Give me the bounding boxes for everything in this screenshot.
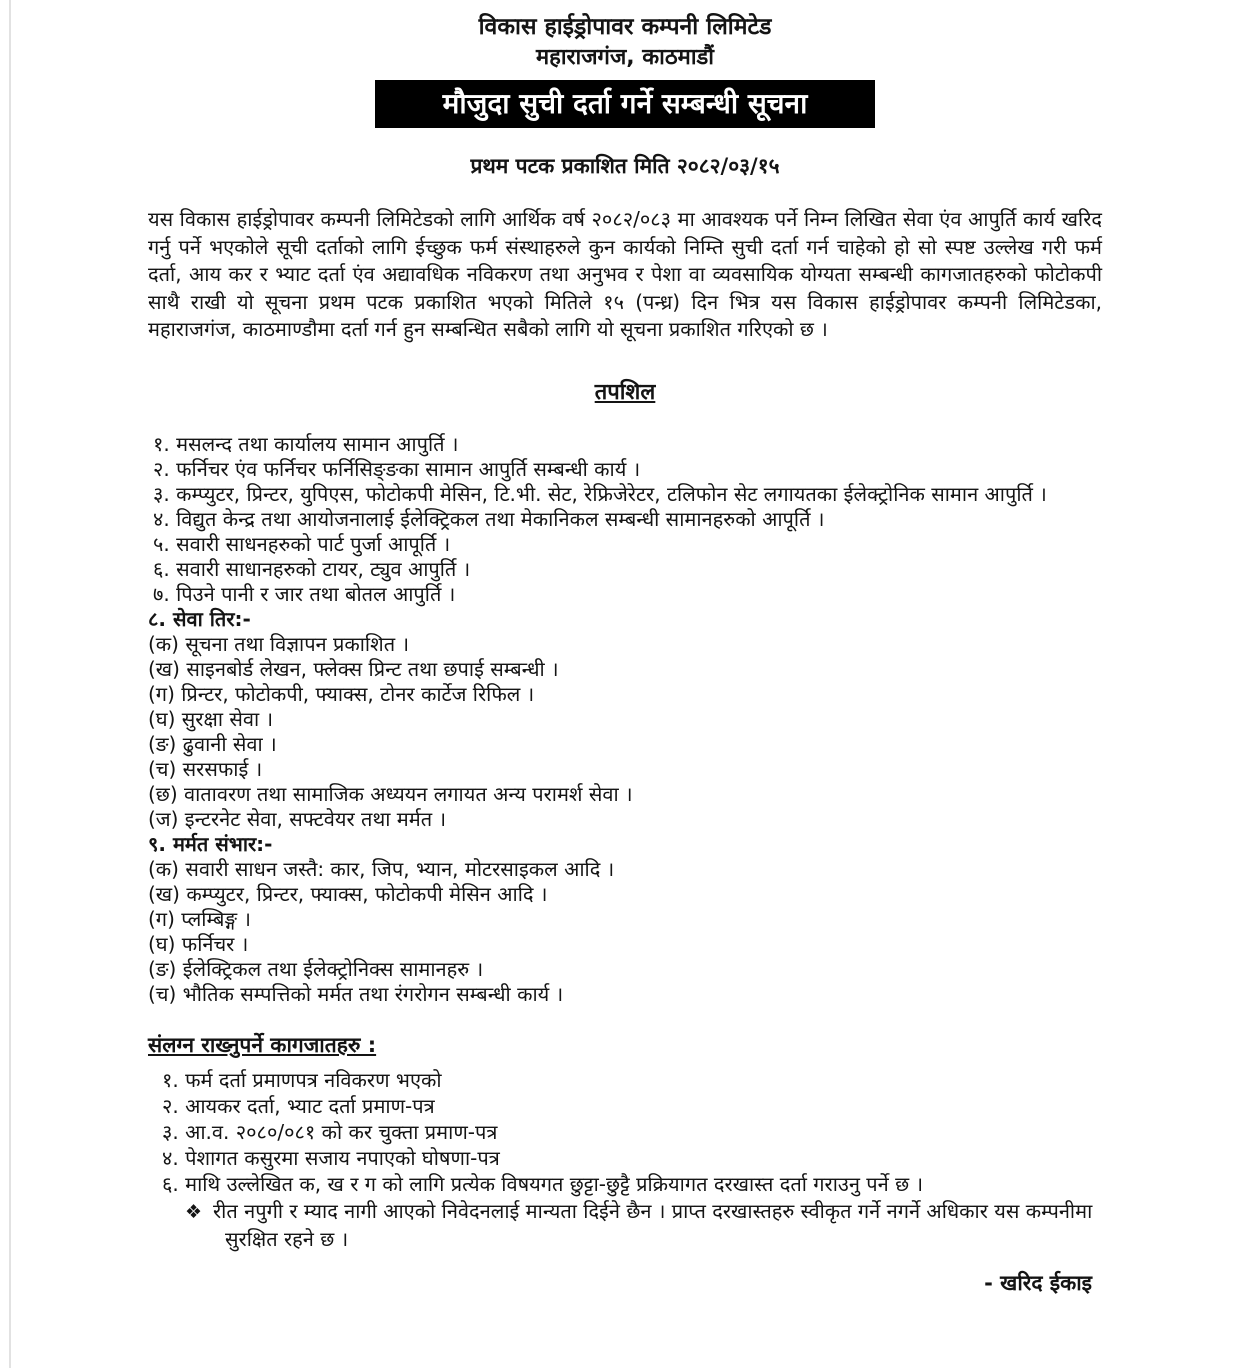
detail-list-item: ५. सवारी साधनहरुको पार्ट पुर्जा आपूर्ति । xyxy=(153,531,451,556)
detail-list-item: (छ) वातावरण तथा सामाजिक अध्ययन लगायत अन्य परामर्श सेवा । xyxy=(148,781,633,806)
company-name: विकास हाईड्रोपावर कम्पनी लिमिटेड xyxy=(478,14,772,40)
detail-list-item: (क) सवारी साधन जस्तै: कार, जिप, भ्यान, मोटरसाइकल आदि । xyxy=(148,856,615,881)
detail-list-item: (ङ) ईलेक्ट्रिकल तथा ईलेक्ट्रोनिक्स सामानहरु । xyxy=(148,956,484,981)
detail-list-item: (ङ) ढुवानी सेवा । xyxy=(148,731,277,756)
signature-purchase-unit: - खरिद ईकाइ xyxy=(984,1270,1092,1295)
detail-list-item: (च) भौतिक सम्पत्तिको मर्मत तथा रंगरोगन सम्बन्धी कार्य । xyxy=(148,981,564,1006)
company-address: महाराजगंज, काठमाडौं xyxy=(536,45,714,70)
attachment-list-item: ६. माथि उल्लेखित क, ख र ग को लागि प्रत्येक विषयगत छुट्टा-छुट्टै प्रक्रियागत दरखास्त दर्ता गराउनु पर्ने छ । xyxy=(162,1171,924,1196)
detail-list-item: ३. कम्प्युटर, प्रिन्टर, युपिएस, फोटोकपी मेसिन, टि.भी. सेट, रेफ्रिजेरेटर, टलिफोन सेट लगायतका ईलेक्ट्रोनिक सामान आपुर्ति । xyxy=(153,481,1047,506)
attachment-list-item: ४. पेशागत कसुरमा सजाय नपाएको घोषणा-पत्र xyxy=(162,1145,500,1170)
detail-list-item: (च) सरसफाई । xyxy=(148,756,263,781)
detail-list-item: ४. विद्युत केन्द्र तथा आयोजनालाई ईलेक्ट्रिकल तथा मेकानिकल सम्बन्धी सामानहरुको आपूर्ति । xyxy=(153,506,825,531)
published-date-line: प्रथम पटक प्रकाशित मिति २०८२/०३/१५ xyxy=(470,154,780,178)
detail-list-item: (ज) इन्टरनेट सेवा, सफ्टवेयर तथा मर्मत । xyxy=(148,806,447,831)
detail-list-item: २. फर्निचर एंव फर्निचर फर्निसिङ्ङका सामान आपुर्ति सम्बन्धी कार्य । xyxy=(153,456,641,481)
detail-list-item: (ग) प्लम्बिङ्ग । xyxy=(148,906,252,931)
detail-list-item: (क) सूचना तथा विज्ञापन प्रकाशित । xyxy=(148,631,410,656)
detail-list-item: १. मसलन्द तथा कार्यालय सामान आपुर्ति । xyxy=(153,431,459,456)
detail-list-item: ८. सेवा तिर:- xyxy=(148,606,251,631)
attachment-list-item: २. आयकर दर्ता, भ्याट दर्ता प्रमाण-पत्र xyxy=(162,1093,435,1118)
note-text: रीत नपुगी र म्याद नागी आएको निवेदनलाई मान्यता दिईने छैन । प्राप्त दरखास्तहरु स्वीकृत गर्ने नगर्ने अधिकार यस कम्पनीमा सुरक्षित रहने छ । xyxy=(213,1198,1093,1251)
detail-list-item: (घ) फर्निचर । xyxy=(148,931,249,956)
scan-page-edge-line xyxy=(9,0,11,1368)
notice-document xyxy=(148,12,1102,1297)
notice-title-banner: मौजुदा सुची दर्ता गर्ने सम्बन्धी सूचना xyxy=(375,80,875,128)
detail-list-item: (ख) कम्प्युटर, प्रिन्टर, फ्याक्स, फोटोकपी मेसिन आदि । xyxy=(148,881,548,906)
detail-list-item: ६. सवारी साधानहरुको टायर, ट्युव आपुर्ति । xyxy=(153,556,471,581)
attachment-list-item: ३. आ.व. २०८०/०८१ को कर चुक्ता प्रमाण-पत्र xyxy=(162,1119,498,1144)
detail-list-item: (ग) प्रिन्टर, फोटोकपी, फ्याक्स, टोनर कार्टेज रिफिल । xyxy=(148,681,535,706)
detail-list-item: (ख) साइनबोर्ड लेखन, फ्लेक्स प्रिन्ट तथा छपाई सम्बन्धी । xyxy=(148,656,559,681)
attachments-heading: संलग्न राख्नुपर्ने कागजातहरु : xyxy=(148,1032,377,1057)
diamond-bullet-icon: ❖ xyxy=(185,1200,203,1223)
detail-list-item: (घ) सुरक्षा सेवा । xyxy=(148,706,274,731)
attachment-list-item: १. फर्म दर्ता प्रमाणपत्र नविकरण भएको xyxy=(162,1067,442,1092)
detail-list-item: ९. मर्मत संभार:- xyxy=(148,831,273,856)
detail-list-item: ७. पिउने पानी र जार तथा बोतल आपुर्ति । xyxy=(153,581,456,606)
detail-section-heading: तपशिल xyxy=(594,379,656,405)
detail-list xyxy=(148,432,1102,1007)
attachment-list xyxy=(148,1067,1102,1197)
intro-paragraph: यस विकास हाईड्रोपावर कम्पनी लिमिटेडको लागि आर्थिक वर्ष २०८२/०८३ मा आवश्यक पर्ने निम्न लिखित सेवा एंव आपुर्ति कार्य खरिद गर्नु पर्ने भएकोले सूची दर्ताको लागि ईच्छुक फर्म संस्थाहरुले कुन कार्यको निम्ति सुची दर्ता गर्न चाहेको हो सो स्पष्ट उल्लेख गरी फर्म दर्ता, आय कर र भ्याट दर्ता एंव अद्यावधिक नविकरण तथा अनुभव र पेशा वा व्यवसायिक योग्यता सम्बन्धी कागजातहरुको फोटोकपी साथै राखी यो सूचना प्रथम पटक प्रकाशित भएको मितिले १५ (पन्ध्र) दिन भित्र यस विकास हाईड्रोपावर कम्पनी लिमिटेडका, महाराजगंज, काठमाण्डौमा दर्ता गर्न हुन सम्बन्धित सबैको लागि यो सूचना प्रकाशित गरिएको छ । xyxy=(148,207,1102,341)
note-row xyxy=(148,1198,1102,1253)
